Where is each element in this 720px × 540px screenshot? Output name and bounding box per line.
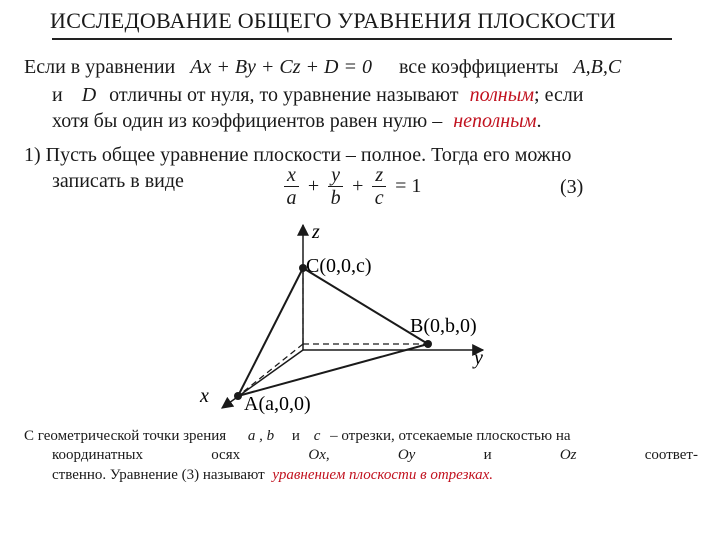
page-title: ИССЛЕДОВАНИЕ ОБЩЕГО УРАВНЕНИЯ ПЛОСКОСТИ — [50, 8, 616, 33]
fraction-numerator: x — [284, 164, 299, 187]
hidden-x-segment — [238, 344, 303, 396]
para1-text: отличны от нуля, то уравнение называют — [109, 84, 459, 106]
para1-text: . — [536, 110, 542, 132]
para3-text: и — [483, 447, 492, 463]
general-equation: Ax + By + Cz + D = 0 — [190, 56, 372, 78]
fraction-denominator: a — [286, 187, 297, 209]
fraction-denominator: c — [374, 187, 384, 209]
term-incomplete: неполным — [453, 110, 537, 132]
z-axis-label: z — [312, 221, 320, 243]
fraction-numerator: z — [372, 164, 386, 187]
para2-line2: записать в виде — [52, 170, 184, 192]
para2-line1: 1) Пусть общее уравнение плоскости – полное. Тогда его можно — [24, 144, 572, 166]
segment-c: c — [313, 428, 321, 444]
fraction-denominator: b — [330, 187, 341, 209]
coefficients: A,B,C — [573, 56, 622, 78]
para3-text: и — [291, 428, 300, 444]
plus-sign: + — [307, 175, 320, 197]
edge-c-a — [238, 268, 303, 396]
para3-line1 — [24, 428, 571, 445]
para1-text: Если в уравнении — [24, 56, 176, 78]
coef-d: D — [81, 84, 97, 106]
para3-text: осях — [211, 447, 241, 463]
para1-text: все коэффициенты — [398, 56, 559, 78]
equals-one: = 1 — [395, 175, 422, 197]
point-c-label: C(0,0,c) — [306, 255, 372, 277]
x-axis-label: x — [200, 385, 209, 407]
equation-number: (3) — [560, 176, 584, 198]
para1-text: и — [52, 84, 63, 106]
para3-text: координатных — [52, 447, 143, 463]
axis-ox: Ox, — [308, 447, 330, 463]
axis-oz: Oz — [559, 447, 577, 463]
para1-text: хотя бы один из коэффициентов равен нулю – — [52, 110, 443, 132]
para3-text: соответ- — [644, 447, 698, 463]
para3-line2 — [52, 447, 698, 464]
term-full: полным — [469, 84, 535, 106]
point-b-label: B(0,b,0) — [410, 315, 477, 337]
term-intercept-equation: уравнением плоскости в отрезках. — [272, 467, 494, 483]
fraction-numerator: y — [328, 164, 343, 187]
para3-text: – отрезки, отсекаемые плоскостью на — [330, 428, 571, 444]
edge-a-b — [238, 344, 428, 396]
point-b — [424, 340, 432, 348]
para3-line3 — [52, 467, 493, 484]
axis-oy: Oy — [397, 447, 416, 463]
para3-text: ственно. Уравнение (3) называют — [52, 467, 265, 483]
para1-text: ; если — [534, 84, 584, 106]
para3-text: С геометрической точки зрения — [24, 428, 227, 444]
plus-sign: + — [352, 175, 364, 197]
segments-ab: a , b — [247, 428, 275, 444]
point-a — [234, 392, 242, 400]
point-a-label: A(a,0,0) — [244, 393, 311, 415]
y-axis-label: y — [474, 347, 483, 369]
